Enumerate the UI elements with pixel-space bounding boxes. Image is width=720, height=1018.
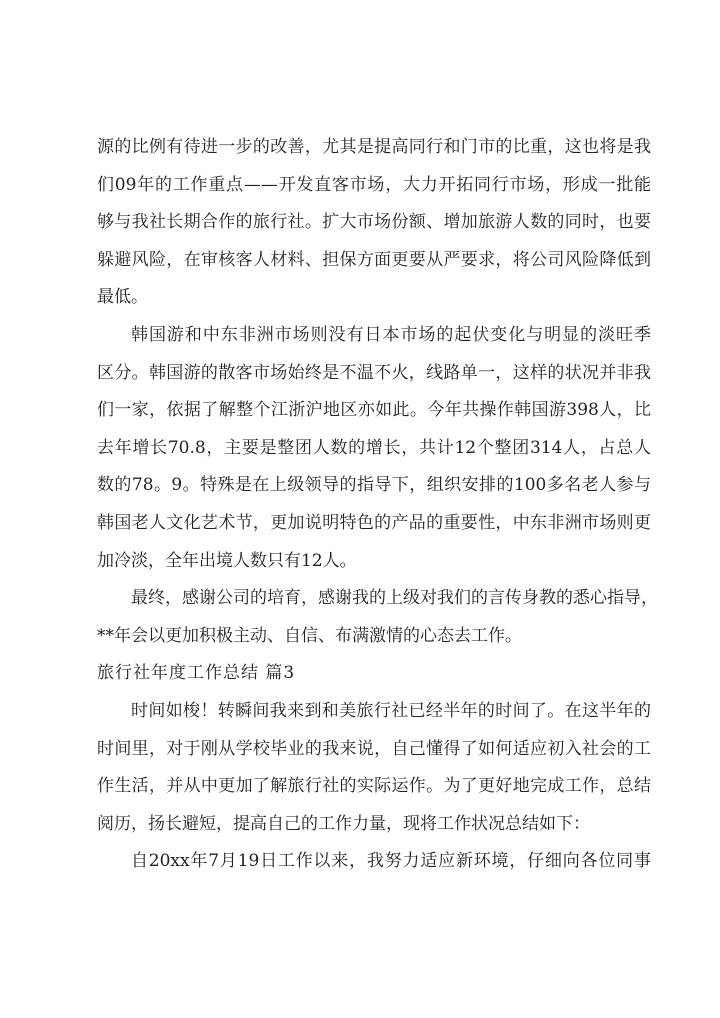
paragraph-line: 自20xx年7月19日工作以来，我努力适应新环境，仔细向各位同事 xyxy=(131,851,651,872)
paragraph-line: 时间如梭！转瞬间我来到和美旅行社已经半年的时间了。在这半年的 xyxy=(131,701,651,721)
paragraph-line: 去年增长70.8，主要是整团人数的增长，共计12个整团314人，占总人 xyxy=(97,437,651,458)
paragraph-line: 时间里，对于刚从学校毕业的我来说，自己懂得了如何适应初入社会的工 xyxy=(97,738,651,759)
section-heading: 旅行社年度工作总结 篇3 xyxy=(97,663,296,684)
paragraph-line: 加冷淡，全年出境人数只有12人。 xyxy=(97,550,357,571)
paragraph-line: **年会以更加积极主动、自信、布满激情的心态去工作。 xyxy=(97,625,522,646)
paragraph-line: 源的比例有待进一步的改善，尤其是提高同行和门市的比重，这也将是我 xyxy=(97,137,651,157)
paragraph-line: 最低。 xyxy=(97,287,148,308)
paragraph-line: 韩国老人文化艺术节，更加说明特色的产品的重要性，中东非洲市场则更 xyxy=(97,513,651,533)
paragraph-line: 够与我社长期合作的旅行社。扩大市场份额、增加旅游人数的同时，也要 xyxy=(97,212,651,233)
paragraph-line: 区分。韩国游的散客市场始终是不温不火，线路单一，这样的状况并非我 xyxy=(97,362,651,383)
paragraph-line: 们09年的工作重点——开发直客市场，大力开拓同行市场，形成一批能 xyxy=(97,174,651,195)
paragraph-line: 作生活，并从中更加了解旅行社的实际运作。为了更好地完成工作，总结 xyxy=(97,776,651,797)
paragraph-line: 们一家，依据了解整个江浙沪地区亦如此。今年共操作韩国游398人，比 xyxy=(97,400,651,421)
paragraph-line: 韩国游和中东非洲市场则没有日本市场的起伏变化与明显的淡旺季 xyxy=(131,325,651,345)
paragraph-line: 最终，感谢公司的培育，感谢我的上级对我们的言传身教的悉心指导， xyxy=(131,588,658,609)
paragraph-line: 阅历，扬长避短，提高自己的工作力量，现将工作状况总结如下： xyxy=(97,813,590,834)
paragraph-line: 数的78。9。特殊是在上级领导的指导下，组织安排的100多名老人参与 xyxy=(97,475,651,496)
paragraph-line: 躲避风险，在审核客人材料、担保方面更要从严要求，将公司风险降低到 xyxy=(97,249,651,270)
